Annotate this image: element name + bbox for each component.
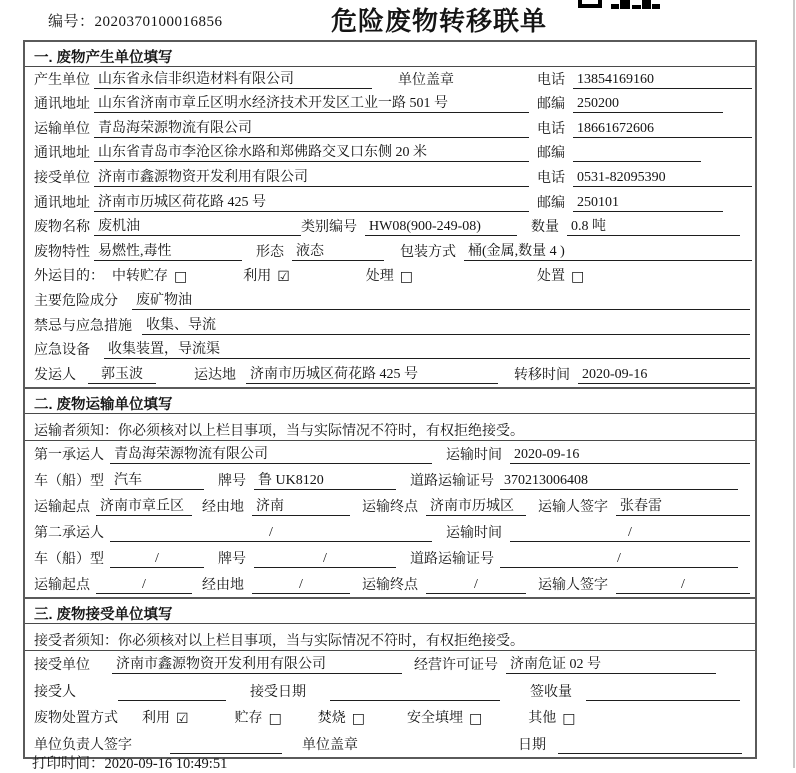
checkbox-dispose[interactable]: □ (571, 269, 585, 286)
checkbox-disposal-landfill[interactable]: □ (469, 711, 483, 728)
receipt-amount-field (586, 684, 740, 701)
emergency-equipment-field: 收集装置，导流渠 (104, 338, 750, 359)
receive-person-field (118, 684, 226, 701)
quantity-label: 数量 (531, 220, 559, 236)
dispatcher-label: 发运人 (34, 367, 76, 383)
option-label: 中转贮存 (112, 269, 168, 285)
option-disposal-utilize (142, 707, 189, 727)
category-code-field: HW08(900-249-08) (365, 219, 517, 236)
producer-address-field: 山东省济南市章丘区明水经济技术开发区工业一路 501 号 (94, 92, 529, 113)
dispatcher-field: 郭玉波 (88, 363, 156, 384)
transfer-time-field: 2020-09-16 (578, 367, 750, 384)
route-start-field: 济南市章丘区 (96, 495, 192, 516)
row-waste-name (25, 215, 755, 240)
route-start-field-2: / (96, 577, 192, 594)
date-label: 日期 (518, 737, 546, 753)
row-disposal-method (25, 704, 755, 731)
receiver-phone-field: 0531-82095390 (573, 170, 752, 187)
serial-label: 编号： (48, 14, 95, 30)
row-route-2 (25, 571, 755, 597)
license-label: 经营许可证号 (414, 658, 498, 674)
carrier-signature-field: 张春雷 (616, 495, 750, 516)
option-label: 利用 (142, 711, 170, 727)
receiver-address-field: 济南市历城区荷花路 425 号 (94, 191, 529, 212)
transport-unit-label: 运输单位 (34, 121, 90, 137)
checkbox-disposal-storage[interactable]: □ (268, 711, 282, 728)
waste-traits-field: 易燃性,毒性 (94, 240, 242, 261)
section3-title: 三. 废物接受单位填写 (25, 599, 755, 624)
checkbox-disposal-utilize[interactable]: ☑ (176, 711, 189, 728)
first-carrier-field: 青岛海荣源物流有限公司 (110, 443, 432, 464)
transport-zip-field (573, 145, 701, 162)
purpose-label: 外运目的： (34, 269, 104, 285)
road-permit-label: 道路运输证号 (410, 551, 494, 567)
section-producer (25, 42, 755, 387)
category-code-label: 类别编号 (301, 220, 357, 236)
form-serial-number (48, 10, 223, 31)
destination-label: 运达地 (194, 367, 236, 383)
address-label: 通讯地址 (34, 146, 90, 162)
route-start-label: 运输起点 (34, 577, 90, 593)
second-carrier-field: / (110, 525, 432, 542)
phone-label: 电话 (537, 121, 565, 137)
unit-seal-label: 单位盖章 (302, 737, 358, 753)
route-end-label: 运输终点 (362, 499, 418, 515)
taboo-measures-field: 收集、导流 (142, 314, 750, 335)
route-end-label: 运输终点 (362, 577, 418, 593)
carrier-signature-label: 运输人签字 (538, 499, 608, 515)
section2-title: 二. 废物运输单位填写 (25, 389, 755, 414)
row-producer (25, 67, 755, 92)
form-state-label: 形态 (256, 244, 284, 260)
option-disposal-incinerate (318, 707, 365, 727)
print-time-value: 2020-09-16 10:49:51 (104, 756, 228, 772)
road-permit-field-2: / (500, 551, 738, 568)
qr-finder-square (578, 0, 602, 8)
waste-name-field: 废机油 (94, 215, 301, 236)
option-label: 其他 (528, 711, 557, 727)
emergency-equipment-label: 应急设备 (34, 343, 90, 359)
plate-label: 牌号 (218, 473, 246, 489)
plate-field-2: / (254, 551, 396, 568)
receiver-unit-label: 接受单位 (34, 170, 90, 186)
transfer-time-label: 转移时间 (514, 367, 570, 383)
waste-name-label: 废物名称 (34, 220, 90, 236)
receive-unit-label: 接受单位 (34, 658, 90, 674)
row-transfer-purpose (25, 264, 755, 289)
option-transit-storage (112, 265, 187, 285)
route-end-field: 济南市历城区 (426, 495, 526, 516)
checkbox-disposal-incinerate[interactable]: □ (351, 711, 366, 728)
carrier-signature-label: 运输人签字 (538, 577, 608, 593)
row-receiver-address (25, 190, 755, 215)
receiver-zip-field: 250101 (573, 195, 723, 212)
vehicle-type-field: 汽车 (110, 469, 204, 490)
receive-date-field (330, 684, 500, 701)
receiver-notice: 接受者须知：你必须核对以上栏目事项，当与实际情况不符时，有权拒绝接受。 (25, 624, 755, 651)
form-title: 危险废物转移联单 (331, 6, 548, 36)
transfer-form-table (23, 40, 757, 759)
transport-time-label: 运输时间 (446, 525, 502, 541)
row-first-carrier (25, 441, 755, 467)
date-field (558, 737, 742, 754)
option-dispose (537, 265, 584, 285)
receive-unit-field: 济南市鑫源物资开发利用有限公司 (112, 653, 402, 674)
option-treat (366, 265, 413, 285)
responsible-signature-label: 单位负责人签字 (34, 737, 132, 753)
row-transport-unit (25, 116, 755, 141)
option-disposal-other (528, 707, 575, 727)
route-via-field: 济南 (252, 495, 350, 516)
packing-label: 包装方式 (400, 244, 456, 260)
row-vehicle-1 (25, 467, 755, 493)
producer-label: 产生单位 (34, 72, 90, 88)
option-label: 处置 (537, 269, 566, 285)
form-state-field: 液态 (292, 240, 384, 261)
checkbox-utilize[interactable]: ☑ (277, 269, 290, 286)
row-second-carrier (25, 519, 755, 545)
transport-time-label: 运输时间 (446, 447, 502, 463)
producer-zip-field: 250200 (573, 96, 723, 113)
waste-traits-label: 废物特性 (34, 244, 90, 260)
route-via-label: 经由地 (202, 499, 244, 515)
hazard-component-label: 主要危险成分 (34, 293, 118, 309)
taboo-measures-label: 禁忌与应急措施 (34, 318, 132, 334)
transport-unit-field: 青岛海荣源物流有限公司 (94, 117, 529, 138)
carrier-signature-field-2: / (616, 577, 750, 594)
page-edge-divider (793, 0, 795, 768)
row-hazard-component (25, 288, 755, 313)
destination-field: 济南市历城区荷花路 425 号 (246, 363, 498, 384)
second-carrier-label: 第二承运人 (34, 525, 104, 541)
row-taboo-measures (25, 313, 755, 338)
plate-field: 鲁 UK8120 (254, 469, 396, 490)
option-disposal-landfill (407, 707, 482, 727)
route-end-field-2: / (426, 577, 526, 594)
row-dispatcher (25, 362, 755, 387)
checkbox-treat[interactable]: □ (399, 269, 414, 286)
route-via-label: 经由地 (202, 577, 244, 593)
vehicle-type-label: 车（船）型 (34, 473, 104, 489)
receiver-unit-field: 济南市鑫源物资开发利用有限公司 (94, 166, 529, 187)
row-emergency-equipment (25, 338, 755, 363)
transport-address-field: 山东省青岛市李沧区徐水路和郑佛路交叉口东侧 20 米 (94, 141, 529, 162)
qr-code-fragment-icon (578, 0, 662, 11)
route-via-field-2: / (252, 577, 350, 594)
hazard-component-field: 废矿物油 (132, 289, 750, 310)
option-label: 焚烧 (317, 711, 346, 727)
address-label: 通讯地址 (34, 195, 90, 211)
zip-label: 邮编 (537, 195, 565, 211)
checkbox-disposal-other[interactable]: □ (562, 711, 576, 728)
option-label: 安全填埋 (407, 711, 464, 727)
option-label: 利用 (243, 269, 272, 285)
first-carrier-label: 第一承运人 (34, 447, 104, 463)
producer-field: 山东省永信非织造材料有限公司 (94, 68, 372, 89)
receive-date-label: 接受日期 (250, 684, 306, 700)
receipt-amount-label: 签收量 (530, 684, 572, 700)
transporter-notice: 运输者须知：你必须核对以上栏目事项，当与实际情况不符时，有权拒绝接受。 (25, 414, 755, 441)
receive-person-label: 接受人 (34, 684, 76, 700)
transport-time-field: 2020-09-16 (510, 447, 750, 464)
row-producer-address (25, 92, 755, 117)
address-label: 通讯地址 (34, 97, 90, 113)
option-utilize (243, 265, 290, 285)
producer-phone-field: 13854169160 (573, 72, 752, 89)
option-label: 贮存 (234, 711, 263, 727)
packing-field: 桶(金属,数量 4 ) (464, 240, 752, 261)
print-time (32, 752, 227, 773)
unit-seal-label: 单位盖章 (398, 72, 454, 88)
option-disposal-storage (235, 707, 282, 727)
section-transporter (25, 387, 755, 597)
serial-value: 2020370100016856 (94, 14, 223, 30)
row-vehicle-2 (25, 545, 755, 571)
quantity-field: 0.8 吨 (567, 215, 740, 236)
road-permit-label: 道路运输证号 (410, 473, 494, 489)
row-receive-unit (25, 651, 755, 678)
checkbox-transit-storage[interactable]: □ (174, 269, 188, 286)
disposal-method-label: 废物处置方式 (34, 711, 118, 727)
section-receiver (25, 597, 755, 757)
phone-label: 电话 (537, 170, 565, 186)
zip-label: 邮编 (537, 97, 565, 113)
row-waste-traits (25, 239, 755, 264)
form-header (0, 0, 796, 40)
road-permit-field: 370213006408 (500, 473, 738, 490)
option-label: 处理 (365, 269, 394, 285)
route-start-label: 运输起点 (34, 499, 90, 515)
license-field: 济南危证 02 号 (506, 653, 716, 674)
zip-label: 邮编 (537, 146, 565, 162)
phone-label: 电话 (537, 72, 565, 88)
section1-title: 一. 废物产生单位填写 (25, 42, 755, 67)
row-route-1 (25, 493, 755, 519)
plate-label: 牌号 (218, 551, 246, 567)
print-time-label: 打印时间： (32, 756, 105, 772)
row-receive-person (25, 677, 755, 704)
vehicle-type-label: 车（船）型 (34, 551, 104, 567)
transport-time-field-2: / (510, 525, 750, 542)
row-receiver-unit (25, 165, 755, 190)
row-transport-address (25, 141, 755, 166)
vehicle-type-field-2: / (110, 551, 204, 568)
transport-phone-field: 18661672606 (573, 121, 752, 138)
